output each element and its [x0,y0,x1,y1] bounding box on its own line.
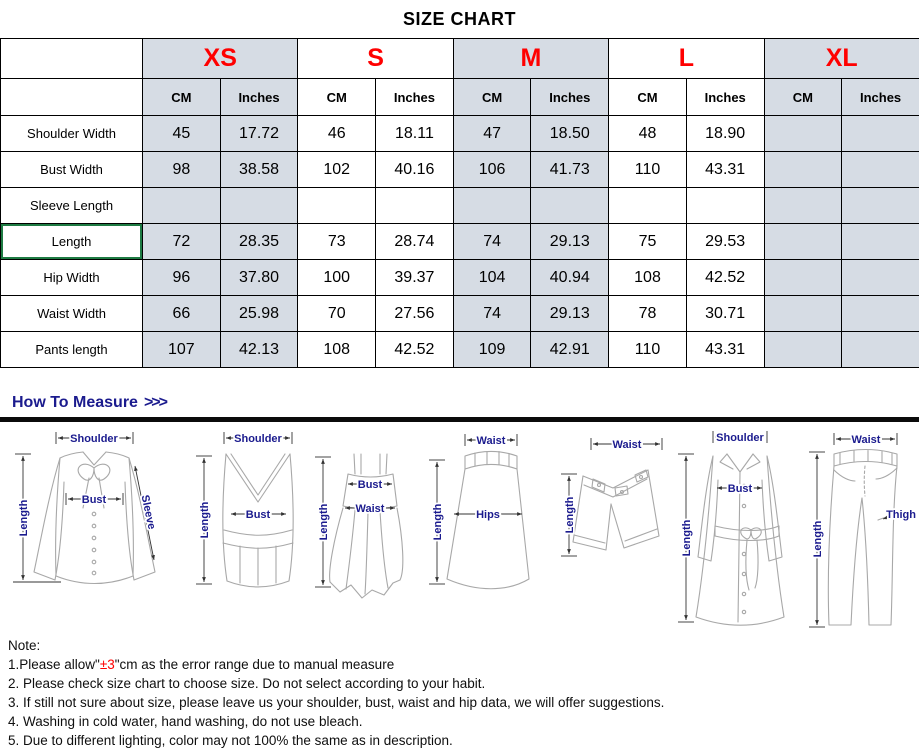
unit-header-cm: CM [143,79,221,116]
size-table [0,38,919,368]
coat-length-label: Length [680,519,693,557]
shorts-length-label: Length [563,496,576,534]
row-label: Pants length [1,332,143,368]
blouse-shoulder-label: Shoulder [70,433,118,445]
cell: 110 [609,152,687,188]
cell: 37.80 [220,260,298,296]
cell: 46 [298,116,376,152]
shorts-dimensions [561,438,662,556]
cell: 28.35 [220,224,298,260]
cell [531,188,609,224]
table-row [1,152,919,188]
unit-header-row [1,79,919,116]
cell [842,224,919,260]
shorts-diagram [551,424,669,628]
vest-bust-label: Bust [245,509,271,521]
size-header-xs: XS [143,39,298,79]
unit-header-inches: Inches [686,79,764,116]
cell: 29.13 [531,296,609,332]
cell [220,188,298,224]
shorts-outline [573,470,659,550]
cell: 42.13 [220,332,298,368]
cell: 108 [609,260,687,296]
cell [842,116,919,152]
cell: 17.72 [220,116,298,152]
dress-outline [330,454,403,598]
cell: 98 [143,152,221,188]
unit-header-inches: Inches [220,79,298,116]
cell: 18.11 [376,116,454,152]
row-label: Hip Width [1,260,143,296]
jeans-outline [828,450,897,626]
notes-section [0,628,919,750]
cell: 66 [143,296,221,332]
blouse-outline [34,452,155,584]
jeans-length-label: Length [811,520,824,558]
cell: 109 [453,332,531,368]
shorts-waist-label: Waist [612,439,642,451]
blouse-bust-label: Bust [81,494,107,506]
cell: 42.52 [686,260,764,296]
cell: 39.37 [376,260,454,296]
cell [764,152,842,188]
vest-shoulder-label: Shoulder [234,433,282,445]
cell: 29.13 [531,224,609,260]
notes-heading: Note: [8,638,41,653]
cell: 18.90 [686,116,764,152]
cell: 25.98 [220,296,298,332]
cell: 42.91 [531,332,609,368]
cell: 72 [143,224,221,260]
coat-bust-label: Bust [727,483,753,495]
cell [842,260,919,296]
blouse-length-label: Length [18,499,30,537]
row-label-selected-cell: Length [1,224,143,260]
cell: 104 [453,260,531,296]
unit-header-inches: Inches [842,79,919,116]
table-row [1,116,919,152]
cell: 106 [453,152,531,188]
unit-header-cm: CM [609,79,687,116]
skirt-hips-label: Hips [476,509,501,521]
size-header-xl: XL [764,39,919,79]
cell: 40.16 [376,152,454,188]
error-range-highlight: ±3 [99,657,115,672]
table-row [1,260,919,296]
cell: 42.52 [376,332,454,368]
how-to-measure-heading [12,394,919,412]
cell: 38.58 [220,152,298,188]
row-label: Shoulder Width [1,116,143,152]
cell [764,260,842,296]
row-label: Waist Width [1,296,143,332]
cell: 107 [143,332,221,368]
cell [764,116,842,152]
cell: 30.71 [686,296,764,332]
cell: 100 [298,260,376,296]
cell: 43.31 [686,152,764,188]
size-header-m: M [453,39,608,79]
cell [764,224,842,260]
cell [143,188,221,224]
table-row [1,296,919,332]
note-line-1: 1.Please allow"±3"cm as the error range due to manual measure [8,657,395,672]
jeans-dimensions [809,433,916,627]
unit-header-cm: CM [298,79,376,116]
size-header-l: L [609,39,764,79]
unit-header-inches: Inches [531,79,609,116]
table-row [1,224,919,260]
cell [298,188,376,224]
cell: 47 [453,116,531,152]
note-line-3: 3. If still not sure about size, please leave us your shoulder, bust, waist and hip data, we will offer suggestions. [8,695,665,710]
coat-diagram [669,424,804,630]
note-line-2: 2. Please check size chart to choose size. Do not select according to your habit. [8,676,486,691]
cell: 108 [298,332,376,368]
row-label: Sleeve Length [1,188,143,224]
vest-diagram [188,424,310,628]
coat-shoulder-label: Shoulder [715,432,764,444]
skirt-diagram [425,424,550,628]
jeans-diagram [804,424,916,630]
cell: 43.31 [686,332,764,368]
blouse-diagram [3,424,188,628]
corner-cell [1,79,143,116]
cell: 18.50 [531,116,609,152]
row-label: Bust Width [1,152,143,188]
cell: 102 [298,152,376,188]
skirt-length-label: Length [432,503,445,541]
cell [842,188,919,224]
cell: 110 [609,332,687,368]
vest-dimensions [196,432,292,584]
cell: 48 [609,116,687,152]
cell: 29.53 [686,224,764,260]
cell: 28.74 [376,224,454,260]
table-row [1,188,919,224]
cell: 41.73 [531,152,609,188]
cell: 78 [609,296,687,332]
jeans-waist-label: Waist [851,434,881,446]
vest-length-label: Length [199,501,212,539]
dress-bust-label: Bust [358,479,383,491]
cell: 74 [453,224,531,260]
note-line-5: 5. Due to different lighting, color may not 100% the same as in description. [8,733,453,748]
cell: 27.56 [376,296,454,332]
cell [764,296,842,332]
dress-length-label: Length [318,503,331,541]
how-to-measure-label: How To Measure [12,394,138,411]
cell [453,188,531,224]
cell [764,332,842,368]
dress-diagram [310,424,425,628]
dress-waist-label: Waist [355,503,385,515]
cell: 96 [143,260,221,296]
cell [842,296,919,332]
chevron-right-icon: >>> [143,394,166,411]
jeans-thigh-label: Thigh [886,509,916,521]
corner-cell [1,39,143,79]
unit-header-cm: CM [453,79,531,116]
unit-header-inches: Inches [376,79,454,116]
cell [764,188,842,224]
cell [376,188,454,224]
cell: 75 [609,224,687,260]
cell: 70 [298,296,376,332]
cell [609,188,687,224]
cell [686,188,764,224]
size-header-s: S [298,39,453,79]
size-header-row [1,39,919,79]
cell: 40.94 [531,260,609,296]
note-line-4: 4. Washing in cold water, hand washing, do not use bleach. [8,714,363,729]
unit-header-cm: CM [764,79,842,116]
cell: 45 [143,116,221,152]
table-row [1,332,919,368]
skirt-waist-label: Waist [477,435,506,447]
coat-outline [696,454,784,625]
measure-diagrams [0,422,919,628]
blouse-sleeve-label: Sleeve [138,493,158,531]
cell [842,332,919,368]
cell: 73 [298,224,376,260]
cell: 74 [453,296,531,332]
cell [842,152,919,188]
page-title: SIZE CHART [403,8,516,29]
